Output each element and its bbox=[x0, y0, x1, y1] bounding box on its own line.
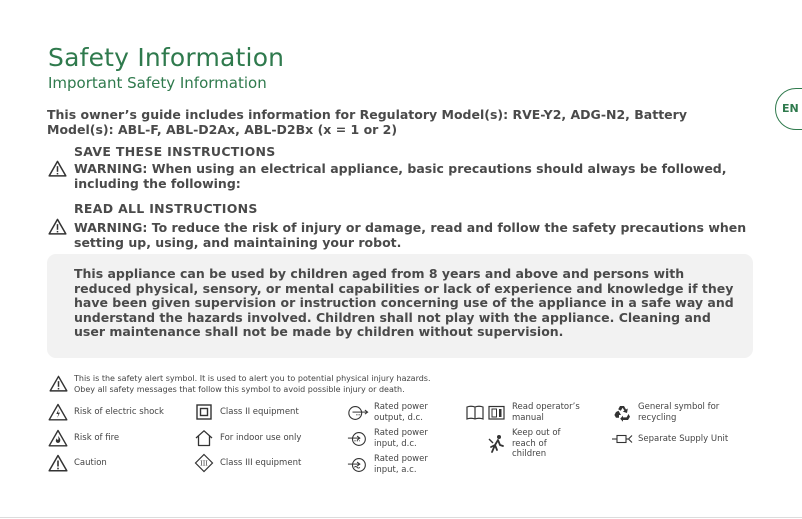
legend-caution bbox=[47, 454, 107, 472]
separate-supply-unit-icon bbox=[611, 433, 633, 445]
electric-shock-icon bbox=[48, 403, 68, 421]
rated-input-dc-icon bbox=[347, 430, 369, 448]
read-manual-icon bbox=[465, 404, 507, 422]
class-2-equipment-icon bbox=[195, 403, 213, 421]
warning-text-read: WARNING: To reduce the risk of injury or damage, read and follow the safety precautions when setting up, using, and maintaining your robot. bbox=[74, 220, 747, 250]
rated-input-ac-icon bbox=[347, 456, 369, 474]
legend-keep-children bbox=[485, 428, 582, 460]
legend-label: Risk of electric shock bbox=[74, 406, 164, 417]
safety-alert-description bbox=[74, 374, 431, 395]
section-heading-save: SAVE THESE INSTRUCTIONS bbox=[74, 144, 276, 159]
house-icon bbox=[194, 429, 214, 447]
legend-label: Rated power input, d.c. bbox=[374, 428, 428, 449]
legend-label: Class III equipment bbox=[220, 457, 302, 468]
language-tab[interactable] bbox=[775, 88, 802, 130]
legend-label: Class II equipment bbox=[220, 406, 299, 417]
safety-alert-line-2: Obey all safety messages that follow this symbol to avoid possible injury or death. bbox=[74, 384, 405, 394]
class-3-mark: III bbox=[200, 459, 208, 468]
legend-rated-output-dc bbox=[347, 402, 444, 423]
legend-fire bbox=[47, 429, 119, 447]
legend-label: Caution bbox=[74, 457, 107, 468]
intro-text: This owner’s guide includes information for Regulatory Model(s): RVE-Y2, ADG-N2, Battery Model(s): ABL-F, ABL-D2Ax, ABL-D2Bx (x = 1 or 2) bbox=[47, 107, 687, 137]
legend-read-manual bbox=[465, 402, 582, 423]
caution-icon bbox=[48, 454, 68, 472]
page-subtitle: Important Safety Information bbox=[48, 74, 267, 92]
class-3-equipment-icon bbox=[194, 453, 214, 473]
legend-recycling bbox=[611, 402, 728, 423]
legend-label: Rated power input, a.c. bbox=[374, 454, 428, 475]
children-notice-box bbox=[47, 254, 753, 358]
warning-icon bbox=[48, 160, 67, 177]
legend-rated-input-ac bbox=[347, 454, 444, 475]
page-title: Safety Information bbox=[48, 43, 285, 72]
safety-alert-icon bbox=[49, 375, 68, 392]
legend-label: Separate Supply Unit bbox=[638, 433, 729, 444]
children-notice-text: This appliance can be used by children aged from 8 years and above and persons with reduced physical, sensory, or mental capabilities or lack of experience and knowledge if they have been given supervision or instruction concerning use of the appliance in a safe way and understand the hazards involved. Children shall not play with the appliance. Cleaning and user maintenance shall not be made by children without supervision. bbox=[74, 266, 734, 339]
legend-label: Keep out of reach of children bbox=[512, 428, 561, 459]
recycling-icon bbox=[612, 403, 632, 423]
warning-icon bbox=[48, 218, 67, 235]
legend-ssu bbox=[611, 430, 728, 448]
legend-electric-shock bbox=[47, 403, 164, 421]
legend-class3 bbox=[193, 454, 301, 472]
rated-output-dc-icon bbox=[347, 404, 369, 422]
section-heading-read: READ ALL INSTRUCTIONS bbox=[74, 201, 258, 216]
legend-label: For indoor use only bbox=[220, 432, 302, 443]
language-tab-label: EN bbox=[782, 102, 799, 115]
legend-label: Read operator’s manual bbox=[512, 402, 580, 423]
legend-class2 bbox=[193, 403, 299, 421]
legend-indoor bbox=[193, 429, 301, 447]
safety-alert-line-1: This is the safety alert symbol. It is used to alert you to potential physical injury hazards. bbox=[74, 374, 431, 383]
fire-icon bbox=[48, 429, 68, 447]
legend-label: General symbol for recycling bbox=[638, 402, 720, 423]
legend-label: Risk of fire bbox=[74, 432, 120, 443]
keep-out-of-reach-of-children-icon bbox=[486, 434, 506, 454]
footer-divider bbox=[0, 517, 802, 518]
warning-text-save: WARNING: When using an electrical appliance, basic precautions should always be followed, including the following: bbox=[74, 161, 727, 191]
legend-label: Rated power output, d.c. bbox=[374, 402, 428, 423]
legend-rated-input-dc bbox=[347, 428, 444, 449]
